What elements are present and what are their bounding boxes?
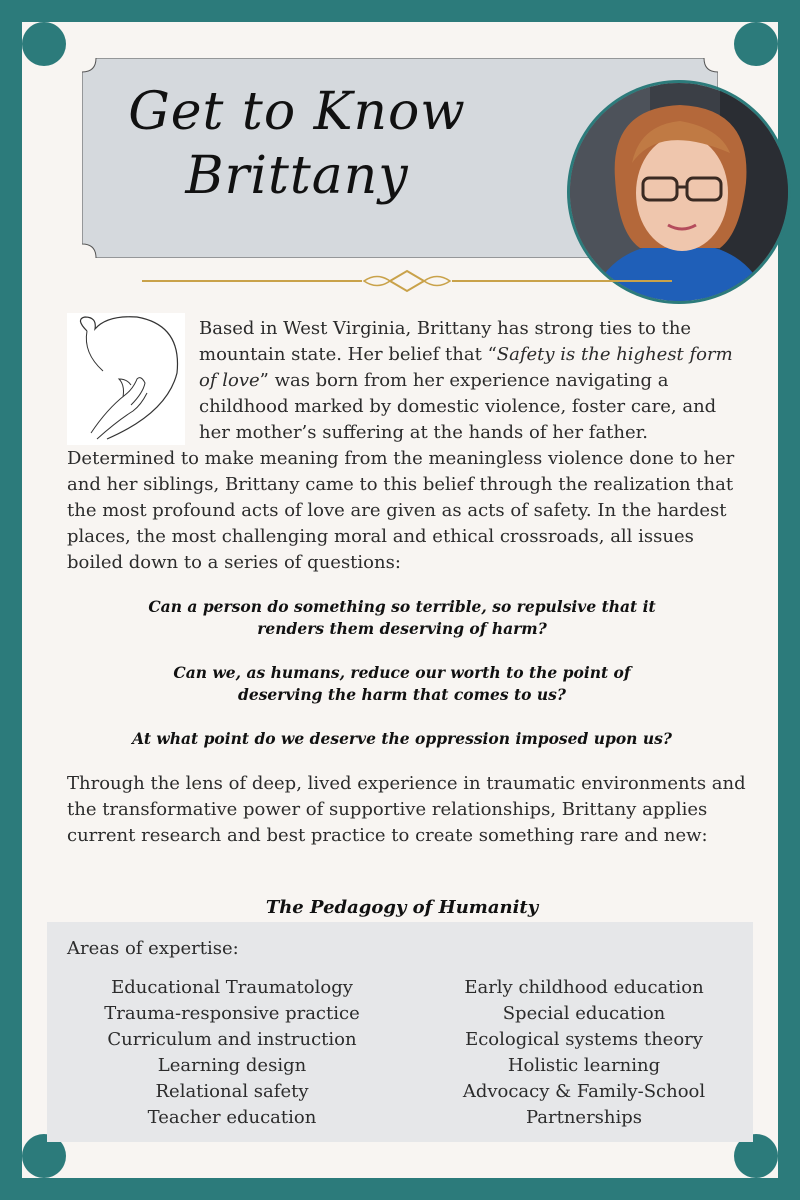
expertise-item: Early childhood education <box>464 977 704 998</box>
questions-block <box>67 596 737 772</box>
safety-quote: Safety is the highest form of love <box>199 344 733 391</box>
title-banner <box>82 58 718 258</box>
gold-divider-ornament <box>142 268 672 294</box>
outro-paragraph: Through the lens of deep, lived experience in traumatic environments and the transformative power of supportive relationships, Brittany applies current research and best practice to create something rare and new: <box>67 773 746 846</box>
corner-notch <box>22 22 66 66</box>
intro-paragraph <box>67 316 737 576</box>
expertise-item: Learning design <box>157 1055 307 1076</box>
question-1: Can a person do something so terrible, so repulsive that it renders them deserving of harm? <box>148 597 656 638</box>
expertise-item: Curriculum and instruction <box>107 1029 357 1050</box>
expertise-item: Partnerships <box>525 1107 643 1128</box>
expertise-item: Trauma-responsive practice <box>104 1003 360 1024</box>
expertise-item: Relational safety <box>155 1081 309 1102</box>
page-title <box>82 80 512 208</box>
expertise-heading: Areas of expertise: <box>67 938 239 959</box>
expertise-item: Teacher education <box>147 1107 317 1128</box>
expertise-item: Educational Traumatology <box>111 977 353 998</box>
expertise-item: Special education <box>502 1003 666 1024</box>
expertise-left-column <box>67 975 397 1131</box>
title-line-2: Brittany <box>185 146 409 206</box>
profile-card <box>22 22 778 1178</box>
expertise-panel <box>47 922 753 1142</box>
question-2: Can we, as humans, reduce our worth to the point of deserving the harm that comes to us? <box>173 663 631 704</box>
expertise-item: Holistic learning <box>507 1055 661 1076</box>
intro-text-rest: ” was born from her experience navigating a childhood marked by domestic violence, foster care, and her mother’s suffering at the hands of her father. Determined to make meaning from the meaningless violence done to her and her siblings, Brittany came to this belief through the realization that the most profound acts of love are given as acts of safety. In the hardest places, the most challenging moral and ethical crossroads, all issues boiled down to a series of questions: <box>67 370 735 573</box>
intro-text-start: Based in West Virginia, Brittany has strong ties to the mountain state. Her belief that “ <box>199 318 692 365</box>
expertise-item: Ecological systems theory <box>465 1029 703 1050</box>
question-3: At what point do we deserve the oppression imposed upon us? <box>132 729 672 748</box>
corner-notch <box>734 22 778 66</box>
pedagogy-heading: The Pedagogy of Humanity <box>265 897 539 918</box>
title-line-1: Get to Know <box>128 82 466 142</box>
expertise-item: Advocacy & Family-School <box>462 1081 706 1102</box>
expertise-right-column <box>419 975 749 1131</box>
